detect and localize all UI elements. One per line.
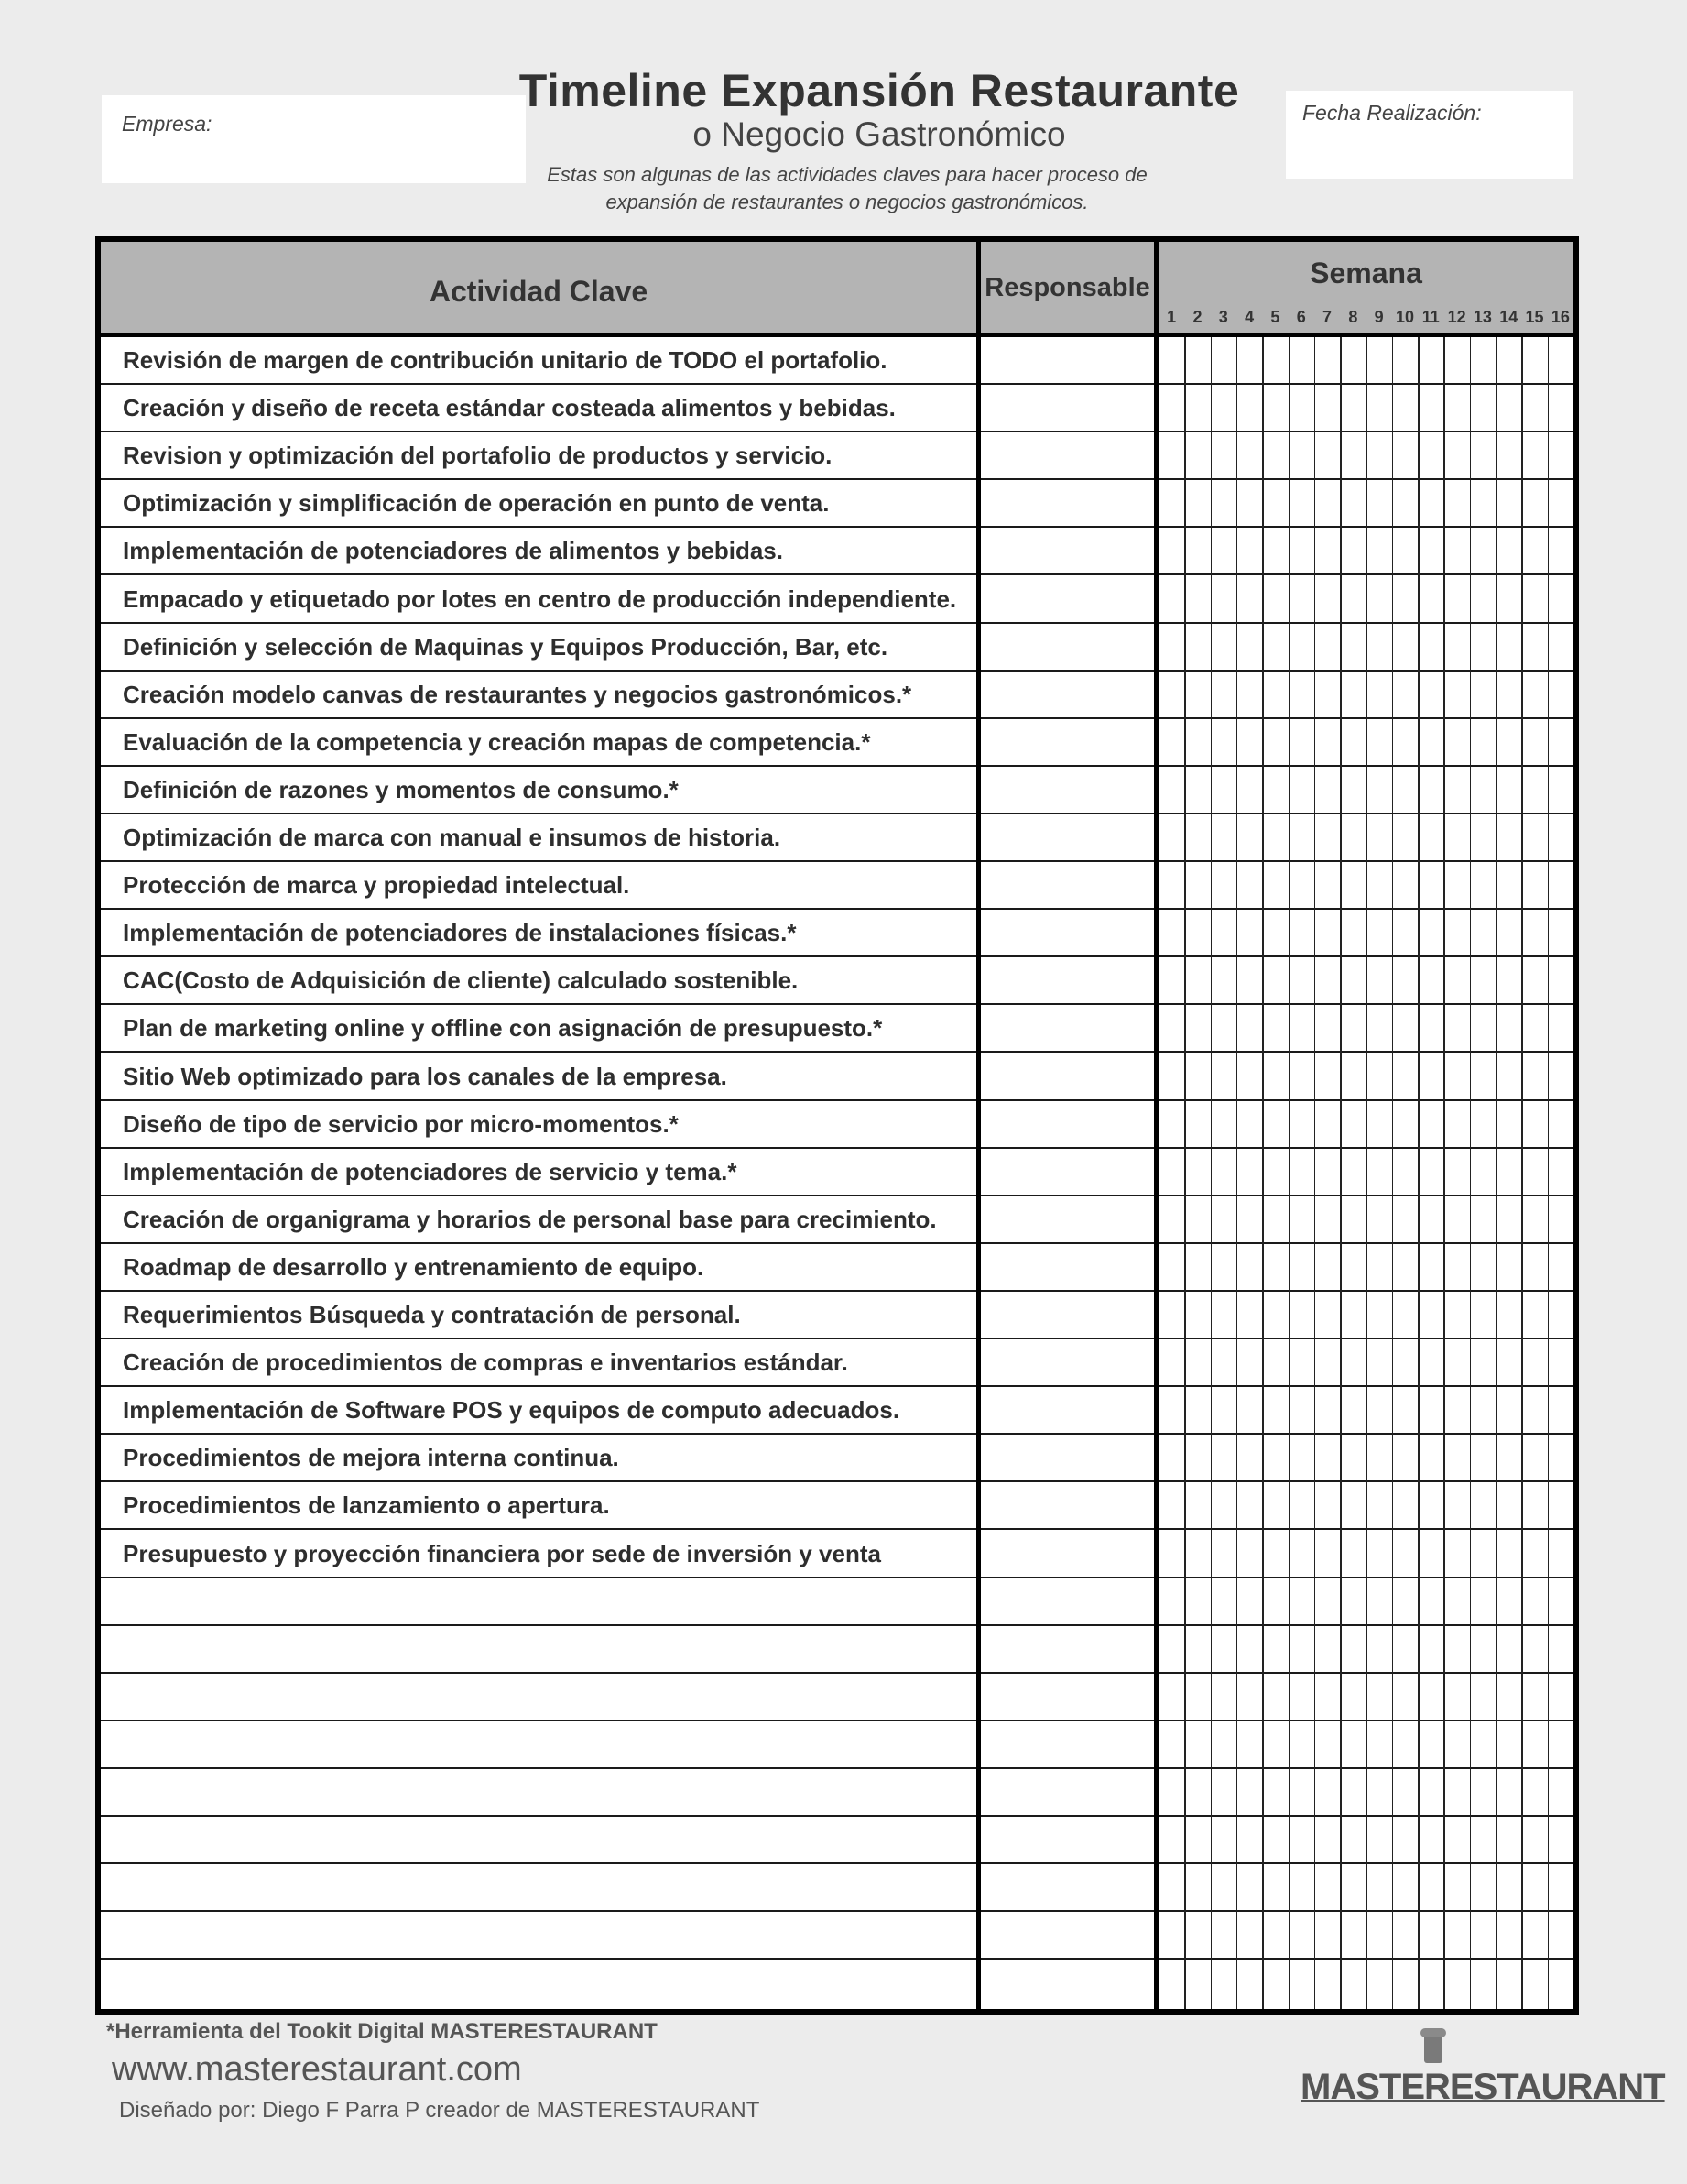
week-number: 10 [1395, 308, 1414, 326]
week-grid-line [1236, 337, 1238, 2009]
table-row[interactable] [101, 385, 1573, 432]
page-description [513, 161, 1181, 216]
description-line-1: Estas son algunas de las actividades claves para hacer proceso de [547, 163, 1148, 186]
week-grid-line [1392, 337, 1394, 2009]
activity-label: CAC(Costo de Adquisición de cliente) calculado sostenible. [123, 966, 799, 995]
week-grid-line [1314, 337, 1316, 2009]
table-row[interactable] [101, 1721, 1573, 1769]
week-grid-line [1184, 337, 1186, 2009]
activity-label: Procedimientos de mejora interna continua. [123, 1444, 619, 1472]
week-grid-line [1418, 337, 1420, 2009]
table-row[interactable] [101, 1817, 1573, 1864]
week-number: 5 [1270, 308, 1280, 326]
logo-text: MASTERESTAURANT [1301, 2067, 1665, 2107]
chef-hat-icon [1301, 2026, 1566, 2072]
column-header-actividad: Actividad Clave [429, 275, 648, 308]
activity-label: Roadmap de desarrollo y entrenamiento de equipo. [123, 1252, 704, 1281]
week-number: 15 [1525, 308, 1544, 326]
description-line-2: expansión de restaurantes o negocios gastronómicos. [605, 191, 1089, 213]
week-number: 6 [1296, 308, 1306, 326]
week-grid-line [1521, 337, 1523, 2009]
activity-label: Empacado y etiquetado por lotes en centro de producción independiente. [123, 584, 957, 613]
activity-label: Creación de organigrama y horarios de personal base para crecimiento. [123, 1205, 937, 1233]
footer-note: *Herramienta del Tookit Digital MASTERESTAURANT [106, 2019, 658, 2044]
table-row[interactable] [101, 1149, 1573, 1196]
activity-label: Creación de procedimientos de compras e inventarios estándar. [123, 1349, 848, 1377]
activity-label: Requerimientos Búsqueda y contratación de personal. [123, 1301, 741, 1328]
week-number: 16 [1551, 308, 1570, 326]
column-divider [976, 242, 981, 2009]
timeline-table [95, 236, 1579, 2015]
week-grid-line [1366, 337, 1368, 2009]
week-number: 14 [1499, 308, 1518, 326]
table-row[interactable] [101, 1674, 1573, 1721]
week-grid-line [1262, 337, 1264, 2009]
footer-url[interactable]: www.masterestaurant.com [112, 2050, 522, 2089]
activity-label: Optimización y simplificación de operación en punto de venta. [123, 489, 830, 518]
activity-label: Presupuesto y proyección financiera por sede de inversión y venta [123, 1539, 881, 1567]
activity-label: Evaluación de la competencia y creación mapas de competencia.* [123, 727, 871, 756]
column-header-responsable: Responsable [985, 273, 1150, 302]
activity-label: Implementación de potenciadores de alimentos y bebidas. [123, 537, 783, 565]
week-number: 9 [1374, 308, 1384, 326]
table-row[interactable] [101, 1387, 1573, 1435]
table-row[interactable] [101, 1626, 1573, 1674]
week-number: 13 [1473, 308, 1492, 326]
page-subtitle: o Negocio Gastronómico [692, 115, 1066, 153]
activity-label: Sitio Web optimizado para los canales de la empresa. [123, 1062, 727, 1090]
empresa-label: Empresa: [122, 112, 212, 136]
table-row[interactable] [101, 576, 1573, 624]
activity-label: Creación modelo canvas de restaurantes y negocios gastronómicos.* [123, 680, 912, 708]
table-row[interactable] [101, 862, 1573, 910]
week-grid-line [1548, 337, 1550, 2009]
table-row[interactable] [101, 528, 1573, 575]
table-row[interactable] [101, 1054, 1573, 1101]
footer-credit: Diseñado por: Diego F Parra P creador de MASTERESTAURANT [119, 2098, 760, 2123]
table-row[interactable] [101, 1769, 1573, 1817]
week-grid-line [1289, 337, 1290, 2009]
week-grid-line [1443, 337, 1445, 2009]
table-row[interactable] [101, 432, 1573, 480]
table-row[interactable] [101, 1196, 1573, 1244]
table-row[interactable] [101, 1339, 1573, 1387]
activity-label: Optimización de marca con manual e insumos de historia. [123, 824, 781, 851]
activity-label: Plan de marketing online y offline con asignación de presupuesto.* [123, 1014, 883, 1043]
activity-label: Definición y selección de Maquinas y Equipos Producción, Bar, etc. [123, 632, 888, 661]
table-row[interactable] [101, 337, 1573, 385]
week-grid-line [1211, 337, 1213, 2009]
table-header [101, 242, 1573, 337]
activity-label: Implementación de Software POS y equipos de computo adecuados. [123, 1396, 900, 1425]
column-header-semana: Semana [1310, 257, 1422, 289]
table-row[interactable] [101, 1244, 1573, 1292]
week-number: 3 [1218, 308, 1228, 326]
week-grid-line [1340, 337, 1342, 2009]
week-grid-line [1496, 337, 1497, 2009]
table-row[interactable] [101, 1292, 1573, 1339]
week-number: 2 [1192, 308, 1203, 326]
fecha-field[interactable] [1286, 91, 1573, 179]
activity-label: Revision y optimización del portafolio de productos y servicio. [123, 442, 833, 470]
table-row[interactable] [101, 1101, 1573, 1149]
table-row[interactable] [101, 1531, 1573, 1578]
column-divider [1154, 242, 1159, 2009]
table-row[interactable] [101, 1435, 1573, 1482]
table-row[interactable] [101, 1912, 1573, 1960]
table-row[interactable] [101, 1005, 1573, 1053]
empresa-field[interactable] [102, 95, 526, 183]
table-row[interactable] [101, 767, 1573, 814]
table-row[interactable] [101, 814, 1573, 862]
week-number: 4 [1245, 308, 1255, 326]
activity-label: Definición de razones y momentos de consumo.* [123, 775, 679, 803]
page-title: Timeline Expansión Restaurante [518, 65, 1240, 116]
table-row[interactable] [101, 910, 1573, 957]
masterestaurant-logo [1301, 2026, 1665, 2109]
fecha-label: Fecha Realización: [1302, 101, 1482, 125]
table-row[interactable] [101, 480, 1573, 528]
week-number: 12 [1447, 308, 1466, 326]
activity-label: Implementación de potenciadores de servicio y tema.* [123, 1157, 737, 1185]
week-number: 7 [1322, 308, 1333, 326]
week-number: 1 [1167, 308, 1177, 326]
week-number: 11 [1421, 308, 1440, 326]
table-row[interactable] [101, 624, 1573, 672]
activity-label: Revisión de margen de contribución unitario de TODO el portafolio. [123, 346, 887, 374]
table-row[interactable] [101, 957, 1573, 1005]
activity-label: Implementación de potenciadores de instalaciones físicas.* [123, 919, 797, 947]
table-row[interactable] [101, 672, 1573, 719]
week-number: 8 [1348, 308, 1358, 326]
table-row[interactable] [101, 1960, 1573, 2007]
activity-label: Protección de marca y propiedad intelectual. [123, 871, 630, 900]
table-row[interactable] [101, 1864, 1573, 1912]
activity-label: Procedimientos de lanzamiento o apertura. [123, 1491, 610, 1520]
table-row[interactable] [101, 1578, 1573, 1626]
week-grid-line [1470, 337, 1472, 2009]
table-row[interactable] [101, 719, 1573, 767]
table-row[interactable] [101, 1482, 1573, 1530]
activity-label: Diseño de tipo de servicio por micro-momentos.* [123, 1109, 679, 1138]
activity-label: Creación y diseño de receta estándar costeada alimentos y bebidas. [123, 394, 896, 422]
